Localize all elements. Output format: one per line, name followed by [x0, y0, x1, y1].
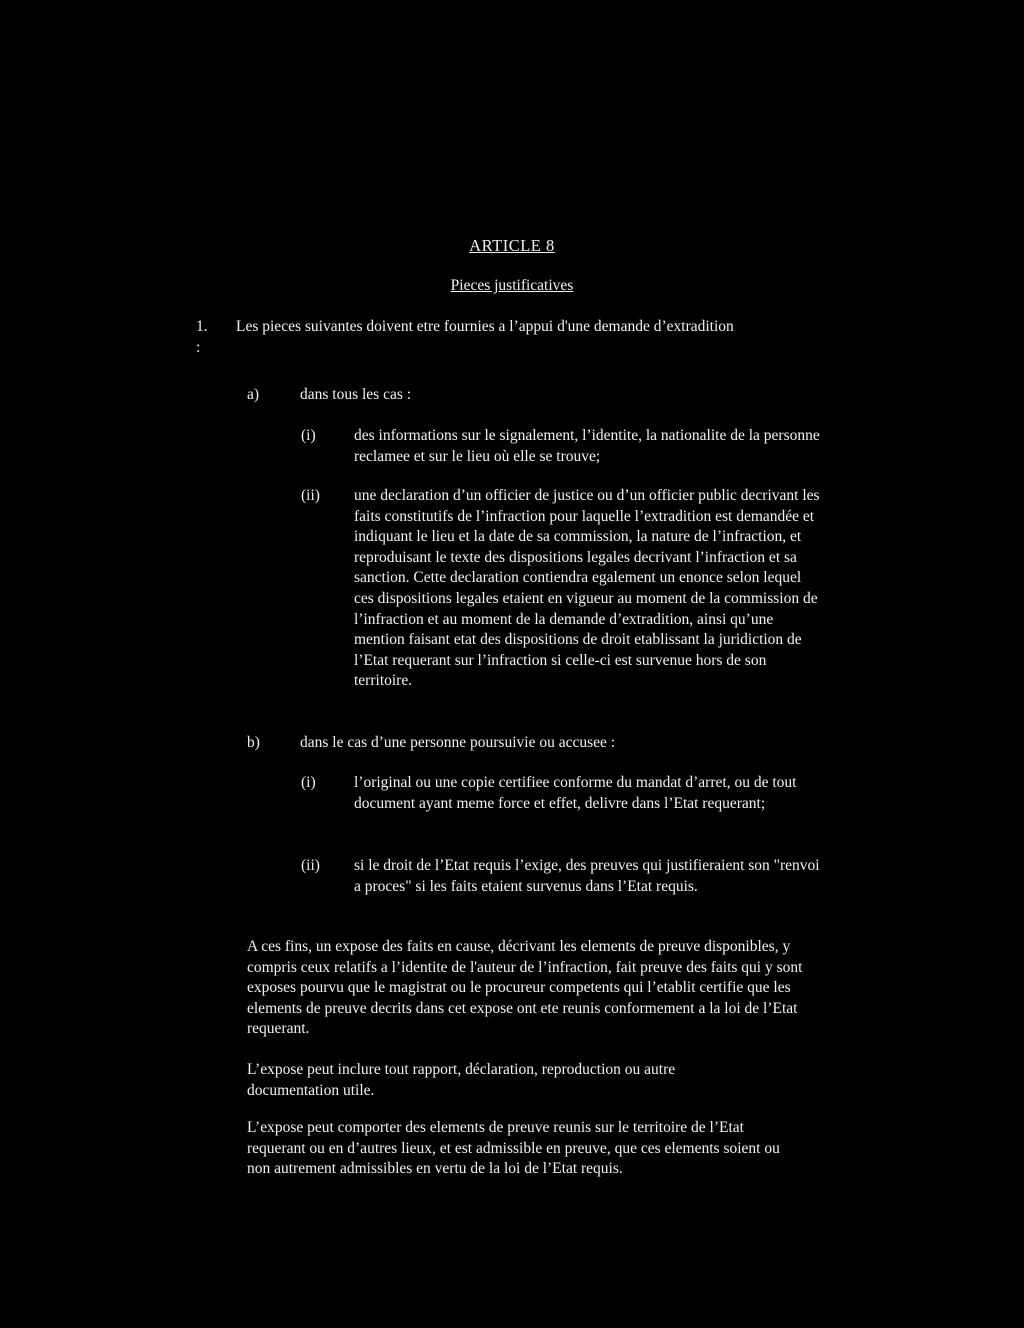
- item-b-label: b): [247, 734, 260, 751]
- item-b-i-label: (i): [301, 774, 316, 791]
- item-a-i-text: des informations sur le signalement, l’identite, la nationalite de la personne reclamee et sur le lieu où elle se trouve;: [354, 427, 820, 465]
- item-b-i-text: l’original ou une copie certifiee conforme du mandat d’arret, ou de tout document ayant meme force et effet, delivre dans l’Etat requerant;: [354, 774, 797, 812]
- paragraph-statement-contents: L’expose peut inclure tout rapport, déclaration, reproduction ou autre documentation utile.: [247, 1061, 676, 1099]
- paragraph-facts-statement: A ces fins, un expose des faits en cause, décrivant les elements de preuve disponibles, y compris ceux relatifs a l’identite de l'auteur de l’infraction, fait preuve des faits qui y sont exposes pourvu que le magistrat ou le procureur competents qui l’etablit certifie que les elements de preuve decrits dans cet expose ont ete reunis conformement a la loi de l’Etat requerant.: [247, 938, 803, 1038]
- article-subtitle: Pieces justificatives: [450, 277, 574, 294]
- item-a-ii-label: (ii): [301, 487, 320, 504]
- item-b-ii-text: si le droit de l’Etat requis l’exige, des preuves qui justifieraient son "renvoi a proces" si les faits etaient survenus dans l’Etat requis.: [354, 857, 820, 895]
- section-number: 1.: [196, 318, 208, 335]
- paragraph-statement-evidence: L’expose peut comporter des elements de preuve reunis sur le territoire de l’Etat requerant ou en d’autres lieux, et est admissible en preuve, que ces elements soient ou non autrement admissibles en vertu de la loi de l’Etat requis.: [247, 1119, 780, 1178]
- section-intro-text: Les pieces suivantes doivent etre fournies a l’appui d'une demande d’extradition :: [196, 318, 734, 356]
- item-b-ii-label: (ii): [301, 857, 320, 874]
- item-b-text: dans le cas d’une personne poursuivie ou accusee :: [300, 734, 616, 751]
- item-a-ii-text: une declaration d’un officier de justice ou d’un officier public decrivant les faits constitutifs de l’infraction pour laquelle l’extradition est demandée et indiquant le lieu et la date de sa commission, la nature de l’infraction, et reproduisant le texte des dispositions legales decrivant l’infraction et sa sanction. Cette declaration contiendra egalement un enonce selon lequel ces dispositions legales etaient en vigueur au moment de la commission de l’infraction et au moment de la demande d’extradition, ainsi qu’une mention faisant etat des dispositions de droit etablissant la juridiction de l’Etat requerant sur l’infraction si celle-ci est survenue hors de son territoire.: [354, 487, 820, 690]
- item-a-label: a): [247, 386, 260, 403]
- item-a-text: dans tous les cas :: [300, 386, 412, 403]
- item-a-i-label: (i): [301, 427, 316, 444]
- article-title: ARTICLE 8: [469, 236, 555, 255]
